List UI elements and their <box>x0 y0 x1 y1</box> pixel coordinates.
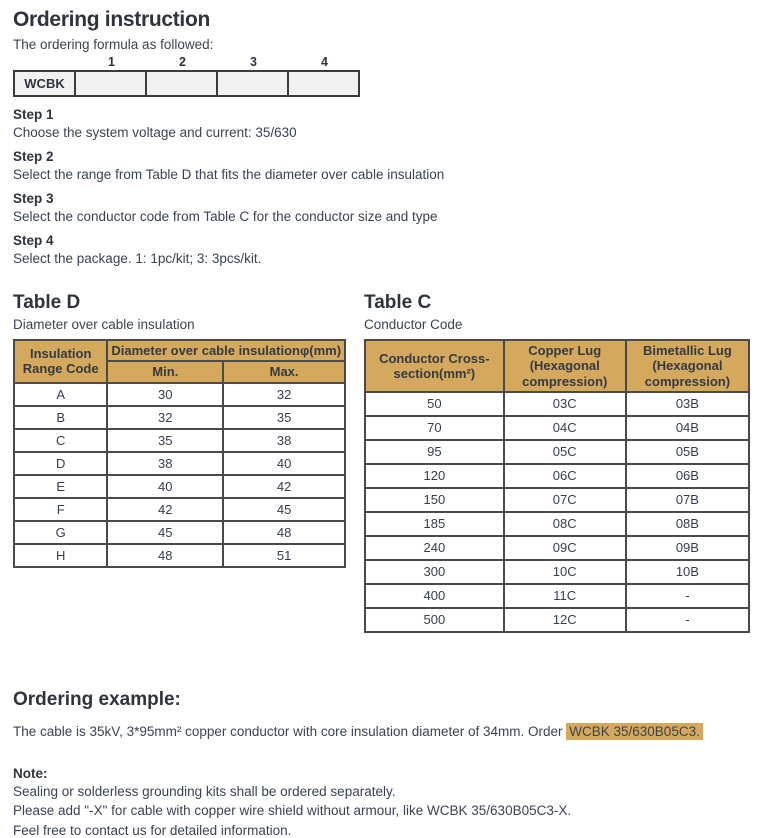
formula-slot-number-2: 2 <box>179 55 186 69</box>
table-row <box>14 544 345 567</box>
table-cell: 11C <box>504 584 626 608</box>
ordering-example-text <box>13 724 750 739</box>
table-cell: 51 <box>223 544 345 567</box>
table-row <box>14 498 345 521</box>
tableD-header-range-code: Insulation Range Code <box>14 340 107 383</box>
table-row <box>365 584 749 608</box>
table-cell: 240 <box>365 536 504 560</box>
table-cell: 09B <box>626 536 749 560</box>
table-cell: 42 <box>223 475 345 498</box>
table-cell: 48 <box>107 544 223 567</box>
table-cell: 150 <box>365 488 504 512</box>
table-cell: 40 <box>223 452 345 475</box>
table-cell: 35 <box>223 406 345 429</box>
tableC-header-copper-lug: Copper Lug (Hexagonal compression) <box>504 340 626 392</box>
table-cell: 40 <box>107 475 223 498</box>
note-title: Note: <box>13 765 48 781</box>
step-4-text: Select the package. 1: 1pc/kit; 3: 3pcs/kit. <box>13 251 262 266</box>
table-cell: 03C <box>504 392 626 416</box>
table-cell: 05B <box>626 440 749 464</box>
tableD-title: Table D <box>13 292 81 313</box>
table-cell: A <box>14 383 107 406</box>
tableC-body <box>365 392 749 632</box>
tableC-block <box>364 292 750 633</box>
tableC-title: Table C <box>364 292 432 313</box>
table-cell: 95 <box>365 440 504 464</box>
table-cell: F <box>14 498 107 521</box>
table-row <box>365 512 749 536</box>
step-2-text: Select the range from Table D that fits the diameter over cable insulation <box>13 167 445 182</box>
table-cell: 45 <box>107 521 223 544</box>
table-cell: 50 <box>365 392 504 416</box>
table-cell: 38 <box>107 452 223 475</box>
tableC <box>364 339 750 633</box>
formula-slot-cell-1 <box>74 72 145 95</box>
table-row <box>14 521 345 544</box>
formula-prefix-cell: WCBK <box>24 76 65 91</box>
formula-number-spacer <box>13 55 76 69</box>
table-cell: 42 <box>107 498 223 521</box>
tableD-subtitle: Diameter over cable insulation <box>13 317 195 332</box>
table-cell: 04B <box>626 416 749 440</box>
tableC-subtitle: Conductor Code <box>364 317 463 332</box>
table-row <box>365 440 749 464</box>
note-line-3: Feel free to contact us for detailed information. <box>13 822 292 838</box>
tableC-header-bimetallic-lug: Bimetallic Lug (Hexagonal compression) <box>626 340 749 392</box>
table-cell: 120 <box>365 464 504 488</box>
ordering-formula <box>13 55 750 97</box>
table-row <box>365 416 749 440</box>
step-4-title: Step 4 <box>13 233 54 248</box>
table-cell: 70 <box>365 416 504 440</box>
table-cell: 03B <box>626 392 749 416</box>
table-cell: 35 <box>107 429 223 452</box>
table-row <box>365 608 749 632</box>
table-row <box>14 452 345 475</box>
formula-row <box>13 70 360 97</box>
formula-slot-number-3: 3 <box>250 55 257 69</box>
table-cell: 500 <box>365 608 504 632</box>
table-row <box>14 475 345 498</box>
note-section <box>13 766 750 838</box>
tableC-header-cross-section: Conductor Cross-section(mm²) <box>365 340 504 392</box>
tableD-header-diameter-span: Diameter over cable insulationφ(mm) <box>107 340 345 361</box>
table-cell: 06B <box>626 464 749 488</box>
tableD <box>13 339 346 568</box>
ordering-example-section <box>13 689 750 739</box>
page-title: Ordering instruction <box>13 8 211 31</box>
table-cell: 06C <box>504 464 626 488</box>
table-cell: H <box>14 544 107 567</box>
table-cell: 04C <box>504 416 626 440</box>
table-cell: - <box>626 608 749 632</box>
table-cell: 08C <box>504 512 626 536</box>
step-1-text: Choose the system voltage and current: 35/630 <box>13 125 297 140</box>
table-cell: 30 <box>107 383 223 406</box>
table-cell: 38 <box>223 429 345 452</box>
table-row <box>365 392 749 416</box>
table-cell: 07B <box>626 488 749 512</box>
table-cell: 10B <box>626 560 749 584</box>
table-cell: 400 <box>365 584 504 608</box>
formula-slot-numbers <box>13 55 750 69</box>
tables-section <box>13 292 750 633</box>
table-cell: 09C <box>504 536 626 560</box>
formula-slot-cell-4 <box>287 72 358 95</box>
table-cell: 32 <box>107 406 223 429</box>
tableD-header-max: Max. <box>223 361 345 382</box>
table-cell: 08B <box>626 512 749 536</box>
table-cell: C <box>14 429 107 452</box>
table-cell: 45 <box>223 498 345 521</box>
table-row <box>365 536 749 560</box>
tableC-header <box>365 340 749 392</box>
formula-slot-cell-3 <box>216 72 287 95</box>
table-cell: 32 <box>223 383 345 406</box>
step-3-title: Step 3 <box>13 191 54 206</box>
table-cell: 12C <box>504 608 626 632</box>
step-3-text: Select the conductor code from Table C for the conductor size and type <box>13 209 438 224</box>
table-cell: G <box>14 521 107 544</box>
table-cell: 05C <box>504 440 626 464</box>
tableD-body <box>14 383 345 567</box>
tableD-header <box>14 340 345 383</box>
formula-slot-cell-2 <box>145 72 216 95</box>
table-cell: 185 <box>365 512 504 536</box>
formula-slot-number-1: 1 <box>108 55 115 69</box>
table-row <box>14 406 345 429</box>
ordering-example-title: Ordering example: <box>13 688 181 710</box>
table-cell: 48 <box>223 521 345 544</box>
step-2-title: Step 2 <box>13 149 54 164</box>
table-cell: 300 <box>365 560 504 584</box>
table-row <box>365 560 749 584</box>
note-line-1: Sealing or solderless grounding kits shall be ordered separately. <box>13 783 396 799</box>
table-cell: B <box>14 406 107 429</box>
tableD-block <box>13 292 346 568</box>
formula-slot-number-4: 4 <box>321 55 328 69</box>
table-row <box>14 383 345 406</box>
table-cell: E <box>14 475 107 498</box>
intro-text: The ordering formula as followed: <box>13 37 214 52</box>
steps-section <box>13 107 750 266</box>
table-row <box>14 429 345 452</box>
table-row <box>365 464 749 488</box>
table-cell: 10C <box>504 560 626 584</box>
table-cell: D <box>14 452 107 475</box>
table-row <box>365 488 749 512</box>
step-1-title: Step 1 <box>13 107 54 122</box>
table-cell: - <box>626 584 749 608</box>
order-code-highlight: WCBK 35/630B05C3. <box>566 723 703 740</box>
table-cell: 07C <box>504 488 626 512</box>
note-line-2: Please add "-X" for cable with copper wire shield without armour, like WCBK 35/630B05C3-X. <box>13 803 572 819</box>
tableD-header-min: Min. <box>107 361 223 382</box>
example-text-before: The cable is 35kV, 3*95mm² copper conductor with core insulation diameter of 34mm. Order <box>13 723 567 739</box>
